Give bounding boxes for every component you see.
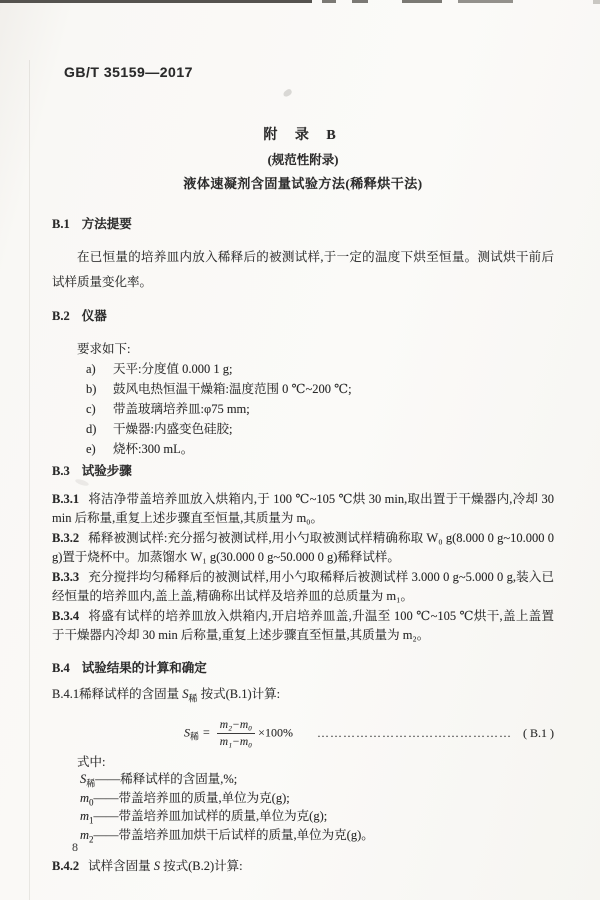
section-b3-title: 试验步骤 [81,463,132,478]
multiplier: ×100% [258,724,293,739]
list-item-marker: e) [86,441,96,456]
step-paragraph [52,568,554,607]
equation-label: ( B.1 ) [523,725,554,740]
section-b1-paragraph: 在已恒量的培养皿内放入稀释后的被测试样,于一定的温度下烘至恒量。测试烘干前后试样质量变化率。 [52,250,554,289]
fraction-denominator: m₁−m₀ [219,735,253,748]
step-text: 充分搅拌均匀稀释后的被测试样,用小勺取稀释后被测试样 3.000 0 g~5.000 0 g,装入已经恒量的培养皿内,盖上盖,精确称出试样及培养皿的总质量为 m₁。 [52,569,554,603]
section-b3-number: B.3 [52,463,70,478]
section-b2-heading [52,308,554,325]
list-item-text: 干燥器:内盛变色硅胶; [113,421,233,436]
symbol-definitions [52,770,554,844]
section-b3-heading [52,463,554,480]
list-item-marker: c) [86,401,96,416]
equation-expression [184,718,293,749]
section-b4-heading [52,660,554,677]
symbol-subscript: 稀 [86,778,96,789]
variable-s: S [182,686,189,701]
list-item [52,359,554,379]
list-item [52,399,554,419]
variable-s: S [153,858,160,873]
equation-lhs-subscript: 稀 [190,731,200,742]
symbol-definition [80,770,554,789]
clause-b41-text: 稀释试样的含固量 [79,686,183,701]
equals-sign: = [203,724,210,739]
list-item-text: 鼓风电热恒温干燥箱:温度范围 0 ℃~200 ℃; [113,381,352,396]
step-number: B.3.2 [52,530,80,545]
step-text: 稀释被测试样:充分摇匀被测试样,用小勺取被测试样精确称取 W₀ g(8.000 0 g~10.000 0 g)置于烧杯中。加蒸馏水 W₁ g(30.000 0 g~50.000 0 g)稀释试样。 [52,530,554,564]
apparatus-intro: 要求如下: [77,341,131,356]
symbol-base: m [80,809,90,823]
apparatus-list [52,359,554,459]
clause-b42-text: 试样含固量 [88,858,154,873]
standard-number: GB/T 35159—2017 [64,64,193,80]
symbol-base: m [80,827,90,842]
clause-b42-text-post: 按式(B.2)计算: [159,858,243,873]
clause-b41 [52,685,554,704]
symbol-definition [80,826,554,845]
symbol-definition [80,807,554,826]
clause-b41-number: B.4.1 [52,686,80,701]
list-item-marker: a) [86,361,96,376]
list-item-text: 烧杯:300 mL。 [113,441,194,456]
list-item [52,419,554,439]
clause-b41-text-post: 按式(B.1)计算: [197,686,281,701]
dot-leader: ……………………………………… [316,725,512,740]
list-item [52,439,554,459]
symbol-description: ——带盖培养皿加试样的质量,单位为克(g); [93,809,328,823]
step-text: 将洁净带盖培养皿放入烘箱内,于 100 ℃~105 ℃烘 30 min,取出置于干燥器内,冷却 30 min 后称量,重复上述步骤直至恒量,其质量为 m₀。 [52,491,554,525]
step-paragraph [52,607,554,646]
variable-s-subscript: 稀 [188,693,198,703]
symbol-subscript: 2 [89,834,94,844]
symbol-description: ——带盖培养皿加烘干后试样的质量,单位为克(g)。 [93,827,374,842]
section-b2-title: 仪器 [81,308,107,323]
symbol-description: ——带盖培养皿的质量,单位为克(g); [93,790,290,805]
section-b1-heading [52,216,554,233]
appendix-subject-title: 液体速凝剂含固量试验方法(稀释烘干法) [183,176,423,191]
step-text: 将盛有试样的培养皿放入烘箱内,开启培养皿盖,升温至 100 ℃~105 ℃烘干,盖上盖置于干燥器内冷却 30 min 后称量,重复上述步骤直至恒量,其质量为 m₂。 [52,608,554,642]
symbol-definition [80,789,554,808]
section-b1-title: 方法提要 [81,217,132,231]
clause-b42 [52,857,554,876]
where-label: 式中: [77,755,106,769]
list-item [52,379,554,399]
step-number: B.3.3 [52,569,80,584]
section-b4-title: 试验结果的计算和确定 [81,660,207,675]
equation-b1 [52,716,554,750]
symbol-description: ——稀释试样的含固量,%; [95,772,238,786]
step-paragraph [52,529,554,568]
appendix-title: 附 录 B [263,128,343,143]
section-b2-number: B.2 [52,308,70,323]
clause-b42-number: B.4.2 [52,858,80,873]
symbol-subscript: 0 [89,797,94,807]
symbol-subscript: 1 [89,815,94,826]
list-item-marker: d) [86,421,97,436]
step-paragraph [52,490,554,529]
procedure-steps [52,490,554,646]
page-number: 8 [72,840,78,854]
appendix-normative-label: (规范性附录) [267,153,339,167]
equation-lhs: S [184,724,190,739]
list-item-text: 带盖玻璃培养皿:φ75 mm; [113,401,250,416]
symbol-base: S [80,772,87,786]
section-b1-number: B.1 [52,217,70,231]
step-number: B.3.4 [52,608,80,623]
fraction-numerator: m₂−m₀ [217,718,255,734]
list-item-marker: b) [86,381,97,396]
step-number: B.3.1 [52,491,80,506]
scan-corner-artifact [593,0,600,4]
list-item-text: 天平:分度值 0.000 1 g; [113,361,233,376]
fraction [217,718,255,749]
page-content [52,0,554,888]
section-b4-number: B.4 [52,660,70,675]
page-crease [29,60,30,900]
symbol-base: m [80,790,90,805]
